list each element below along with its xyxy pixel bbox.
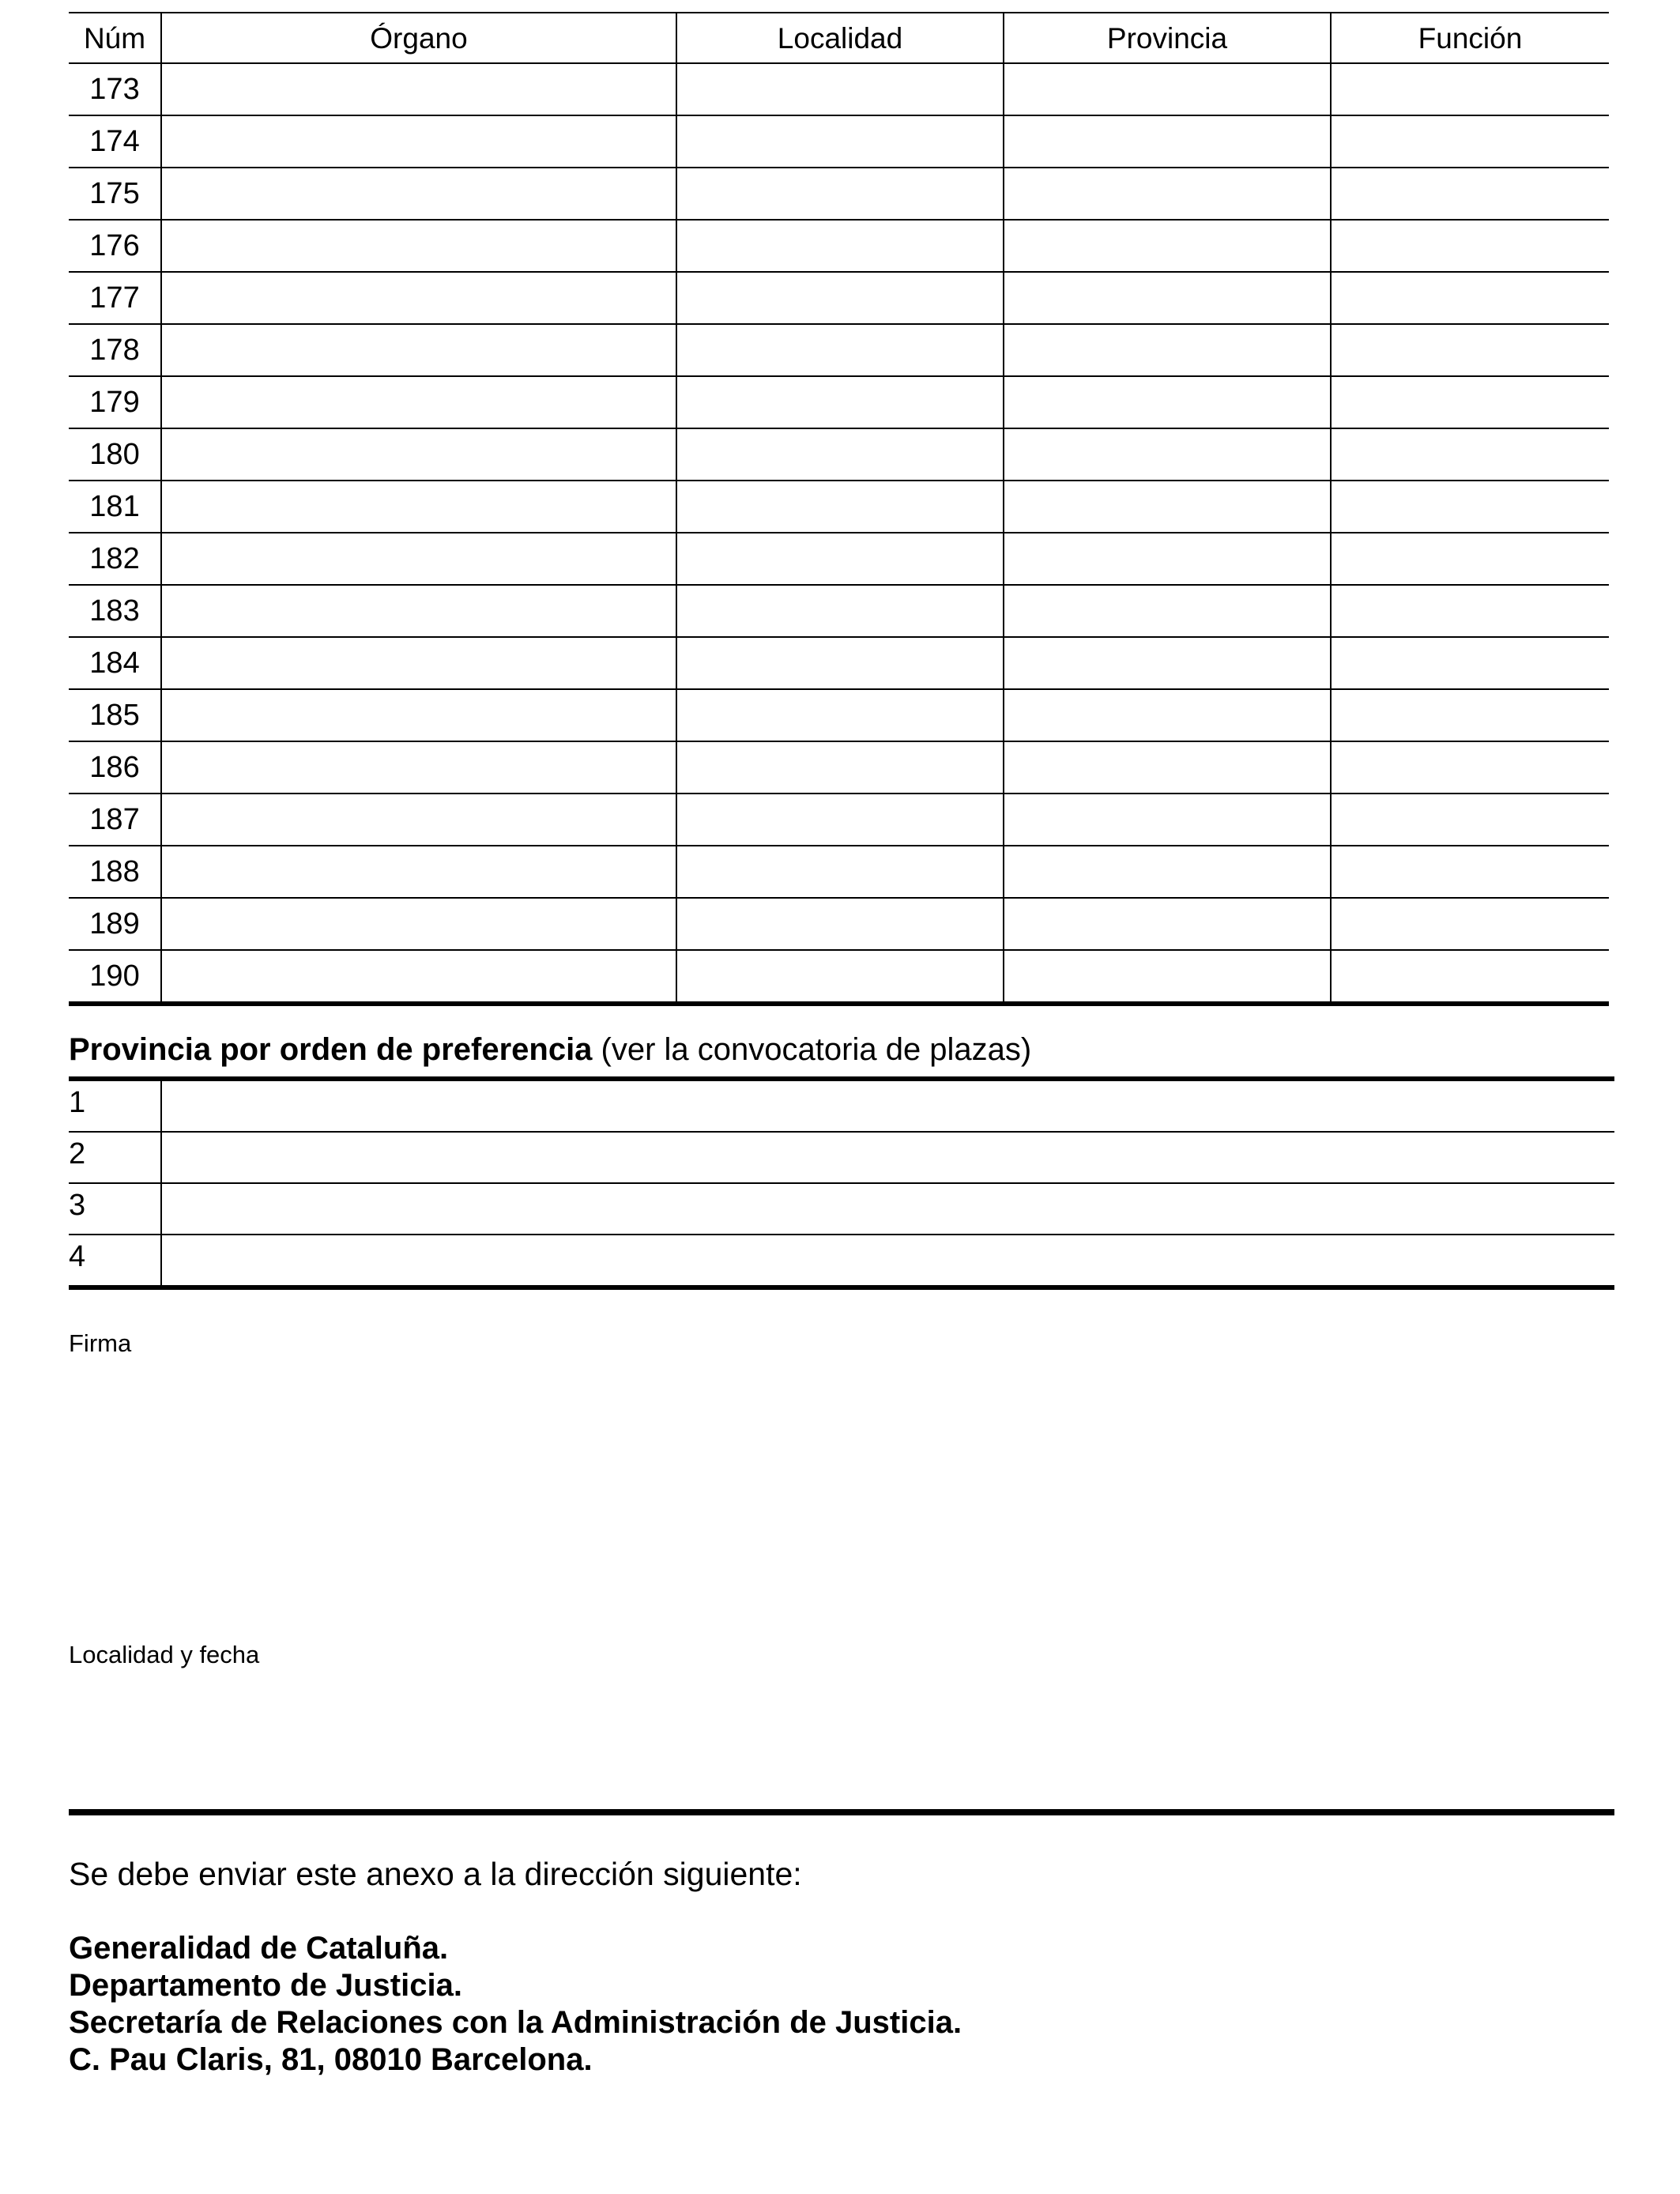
organo-field[interactable] [162,325,677,375]
provincia-field[interactable] [1004,638,1332,688]
organo-field[interactable] [162,377,677,428]
localidad-field[interactable] [677,116,1004,167]
funcion-field[interactable] [1332,742,1609,793]
provincia-field[interactable] [1004,533,1332,584]
funcion-field[interactable] [1332,638,1609,688]
provincia-field[interactable] [1004,899,1332,949]
row-number: 186 [69,742,162,793]
row-number: 189 [69,899,162,949]
funcion-field[interactable] [1332,64,1609,115]
preference-title-note: (ver la convocatoria de plazas) [592,1032,1032,1067]
provincia-field[interactable] [1004,951,1332,1001]
row-number: 178 [69,325,162,375]
header-organo: Órgano [162,13,677,62]
row-number: 180 [69,429,162,480]
row-number: 187 [69,794,162,845]
funcion-field[interactable] [1332,794,1609,845]
localidad-field[interactable] [677,899,1004,949]
provincia-field[interactable] [1004,273,1332,323]
localidad-field[interactable] [677,377,1004,428]
organo-field[interactable] [162,690,677,741]
preference-number: 4 [69,1235,162,1285]
funcion-field[interactable] [1332,221,1609,271]
provincia-field[interactable] [1004,325,1332,375]
table-row [69,742,1609,794]
header-funcion: Función [1418,21,1523,55]
provincia-field[interactable] [1004,377,1332,428]
address-line: Secretaría de Relaciones con la Administración de Justicia. [69,2005,962,2040]
provincia-field[interactable] [1004,429,1332,480]
funcion-field[interactable] [1332,586,1609,636]
table-row [69,325,1609,377]
table-body [69,64,1609,1001]
table-row [69,638,1609,690]
table-row [69,64,1609,116]
funcion-field[interactable] [1332,429,1609,480]
row-number: 182 [69,533,162,584]
localidad-field[interactable] [677,690,1004,741]
localidad-field[interactable] [677,951,1004,1001]
funcion-field[interactable] [1332,899,1609,949]
organo-field[interactable] [162,742,677,793]
row-number: 175 [69,168,162,219]
row-number: 174 [69,116,162,167]
provincia-field[interactable] [1004,742,1332,793]
funcion-field[interactable] [1332,168,1609,219]
preference-province-field[interactable] [162,1081,1614,1131]
preference-province-field[interactable] [162,1235,1614,1285]
address-line: Generalidad de Cataluña. [69,1931,449,1966]
table-row [69,481,1609,533]
organo-field[interactable] [162,846,677,897]
provincia-field[interactable] [1004,846,1332,897]
address-line: C. Pau Claris, 81, 08010 Barcelona. [69,2042,593,2077]
funcion-field[interactable] [1332,116,1609,167]
organo-field[interactable] [162,638,677,688]
localidad-field[interactable] [677,64,1004,115]
organo-field[interactable] [162,221,677,271]
table-row [69,846,1609,899]
organo-field[interactable] [162,899,677,949]
row-number: 177 [69,273,162,323]
address-block [69,1930,962,2079]
row-number: 183 [69,586,162,636]
header-localidad: Localidad [677,13,1004,62]
localidad-field[interactable] [677,325,1004,375]
preference-number: 3 [69,1184,162,1234]
table-row [69,794,1609,846]
funcion-field[interactable] [1332,481,1609,532]
preference-row [69,1133,1614,1184]
table-row [69,586,1609,638]
localidad-field[interactable] [677,221,1004,271]
localidad-field[interactable] [677,846,1004,897]
organo-field[interactable] [162,429,677,480]
organo-field[interactable] [162,794,677,845]
organo-field[interactable] [162,481,677,532]
table-row [69,429,1609,481]
table-row [69,951,1609,1001]
table-row [69,221,1609,273]
organo-field[interactable] [162,951,677,1001]
organo-field[interactable] [162,533,677,584]
localidad-field[interactable] [677,533,1004,584]
preference-title-bold: Provincia por orden de preferencia [69,1032,593,1067]
provincia-field[interactable] [1004,481,1332,532]
signature-label: Firma [69,1329,132,1357]
row-number: 190 [69,951,162,1001]
table-row [69,899,1609,951]
header-provincia: Provincia [1004,13,1332,62]
localidad-field[interactable] [677,586,1004,636]
organo-field[interactable] [162,116,677,167]
preference-row [69,1081,1614,1133]
organo-field[interactable] [162,168,677,219]
funcion-field[interactable] [1332,690,1609,741]
place-date-label: Localidad y fecha [69,1641,260,1668]
row-number: 173 [69,64,162,115]
table-row [69,273,1609,325]
positions-table [69,12,1609,1006]
section-divider [69,1809,1614,1815]
table-row [69,533,1609,586]
funcion-field[interactable] [1332,325,1609,375]
preference-title [69,1032,1031,1068]
organo-field[interactable] [162,273,677,323]
row-number: 184 [69,638,162,688]
preference-number: 2 [69,1133,162,1182]
provincia-field[interactable] [1004,586,1332,636]
row-number: 181 [69,481,162,532]
provincia-field[interactable] [1004,168,1332,219]
preference-number: 1 [69,1081,162,1131]
send-instruction: Se debe enviar este anexo a la dirección siguiente: [69,1856,802,1892]
localidad-field[interactable] [677,794,1004,845]
provincia-field[interactable] [1004,794,1332,845]
preference-row [69,1235,1614,1285]
table-row [69,377,1609,429]
row-number: 185 [69,690,162,741]
provincia-field[interactable] [1004,221,1332,271]
preference-row [69,1184,1614,1235]
funcion-field[interactable] [1332,273,1609,323]
table-row [69,116,1609,168]
funcion-field[interactable] [1332,846,1609,897]
organo-field[interactable] [162,586,677,636]
localidad-field[interactable] [677,638,1004,688]
organo-field[interactable] [162,64,677,115]
address-line: Departamento de Justicia. [69,1968,462,2003]
provincia-field[interactable] [1004,64,1332,115]
table-row [69,690,1609,742]
table-row [69,168,1609,221]
funcion-field[interactable] [1332,951,1609,1001]
localidad-field[interactable] [677,273,1004,323]
row-number: 188 [69,846,162,897]
row-number: 176 [69,221,162,271]
localidad-field[interactable] [677,168,1004,219]
header-num: Núm [69,13,162,62]
preference-province-field[interactable] [162,1133,1614,1182]
funcion-field[interactable] [1332,377,1609,428]
localidad-field[interactable] [677,742,1004,793]
provincia-field[interactable] [1004,690,1332,741]
preference-table [69,1076,1614,1290]
provincia-field[interactable] [1004,116,1332,167]
preference-province-field[interactable] [162,1184,1614,1234]
localidad-field[interactable] [677,429,1004,480]
row-number: 179 [69,377,162,428]
funcion-field[interactable] [1332,533,1609,584]
table-header-row [69,13,1609,64]
localidad-field[interactable] [677,481,1004,532]
